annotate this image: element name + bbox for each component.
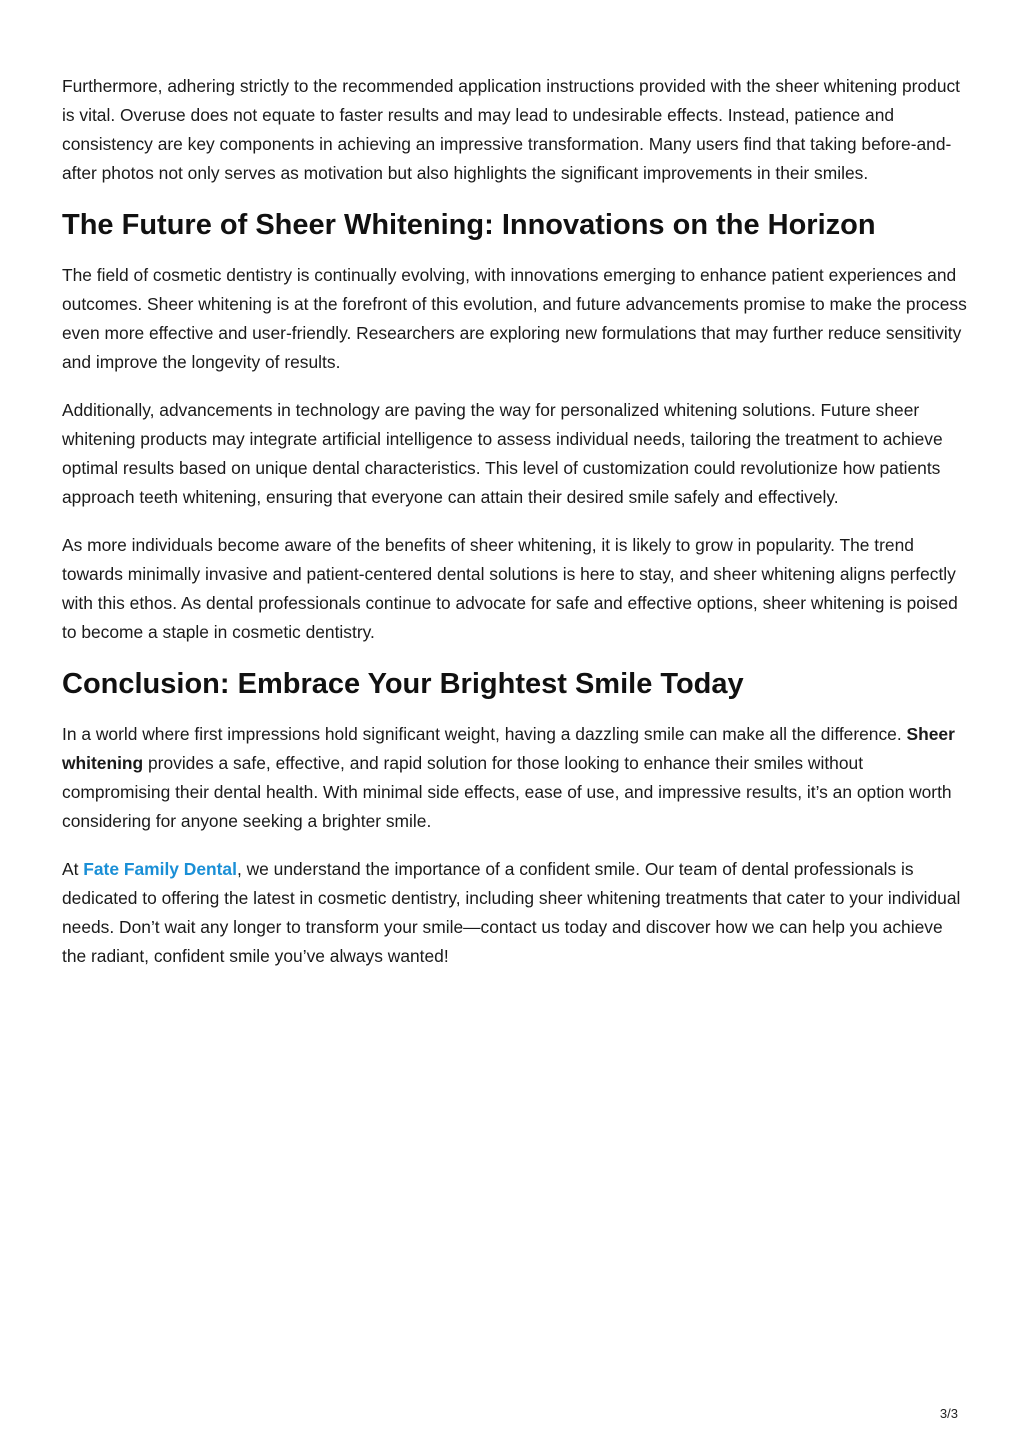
future-paragraph-3: As more individuals become aware of the benefits of sheer whitening, it is likely to grow in popularity. The trend towards minimally invasive and patient-centered dental solutions is here to stay, and sheer whitening aligns perfectly with this ethos. As dental professionals continue to advocate for safe and effective options, sheer whitening is poised to become a staple in cosmetic dentistry. [62, 535, 958, 642]
conclusion-p1-text-after: provides a safe, effective, and rapid solution for those looking to enhance their smiles without compromising their dental health. With minimal side effects, ease of use, and impressive results, it’s an option worth considering for anyone seeking a brighter smile. [62, 753, 952, 831]
future-heading: The Future of Sheer Whitening: Innovations on the Horizon [62, 209, 876, 241]
conclusion-paragraph-2 [62, 855, 967, 971]
fate-family-dental-link[interactable]: Fate Family Dental [83, 859, 237, 879]
conclusion-heading: Conclusion: Embrace Your Brightest Smile Today [62, 668, 744, 700]
page-number: 3/3 [939, 1406, 958, 1421]
future-paragraph-2: Additionally, advancements in technology are paving the way for personalized whitening solutions. Future sheer whitening products may integrate artificial intelligence to assess individual needs, tailoring the treatment to achieve optimal results based on unique dental characteristics. This level of customization could revolutionize how patients approach teeth whitening, ensuring that everyone can attain their desired smile safely and effectively. [62, 400, 943, 507]
sheer-whitening-bold: Sheer whitening [62, 724, 955, 773]
intro-paragraph: Furthermore, adhering strictly to the recommended application instructions provided with the sheer whitening product is vital. Overuse does not equate to faster results and may lead to undesirable effects. Instead, patience and consistency are key components in achieving an impressive transformation. Many users find that taking before-and-after photos not only serves as motivation but also highlights the significant improvements in their smiles. [62, 76, 961, 183]
conclusion-paragraph-1 [62, 720, 967, 836]
future-paragraph-1: The field of cosmetic dentistry is continually evolving, with innovations emerging to enhance patient experiences and outcomes. Sheer whitening is at the forefront of this evolution, and future advancements promise to make the process even more effective and user-friendly. Researchers are exploring new formulations that may further reduce sensitivity and improve the longevity of results. [62, 265, 967, 372]
document-page [62, 72, 967, 990]
conclusion-p2-text-after: , we understand the importance of a confident smile. Our team of dental professionals is dedicated to offering the latest in cosmetic dentistry, including sheer whitening treatments that cater to your individual needs. Don’t wait any longer to transform your smile—contact us today and discover how we can help you achieve the radiant, confident smile you’ve always wanted! [62, 859, 961, 966]
conclusion-p1-text-before: In a world where first impressions hold significant weight, having a dazzling smile can make all the difference. [62, 724, 907, 744]
conclusion-p2-text-before: At [62, 859, 84, 879]
